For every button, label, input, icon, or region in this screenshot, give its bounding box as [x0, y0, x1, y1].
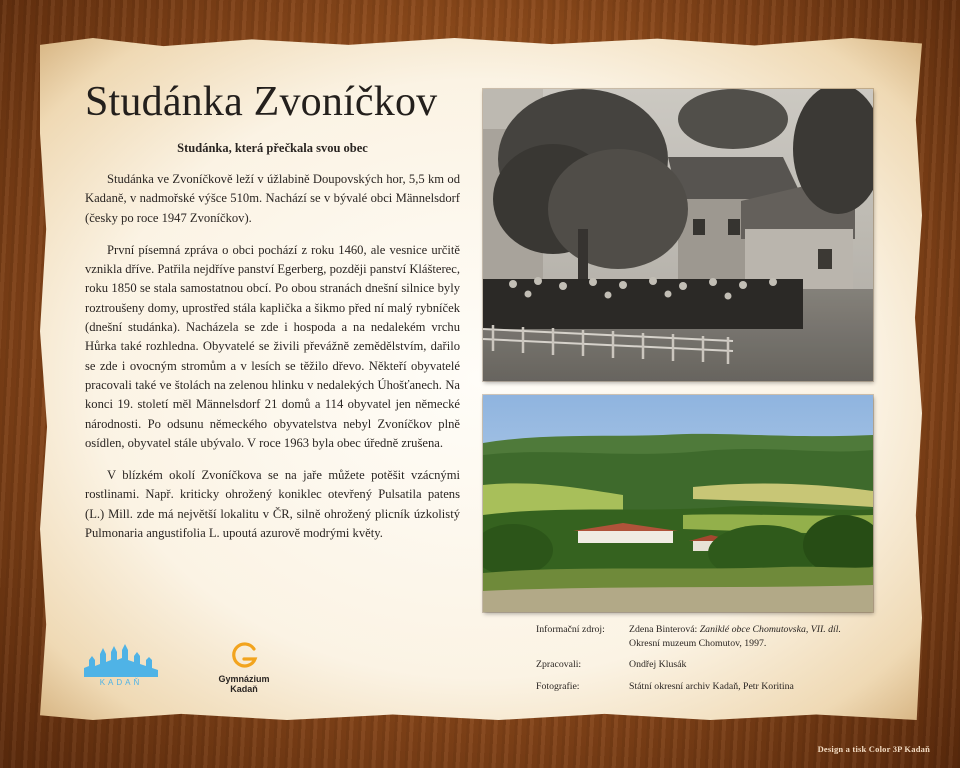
credit-source-publisher: Okresní muzeum Chomutov, 1997.: [629, 637, 767, 649]
kadan-logo: [84, 642, 158, 687]
gymnazium-logo: [208, 641, 280, 693]
credit-source-author: Zdena Binterová:: [629, 624, 700, 635]
gymnazium-logo-line1: Gymnázium: [218, 674, 270, 684]
credit-prepared-label: Zpracovali:: [536, 659, 582, 670]
page-title: Studánka Zvoníčkov: [85, 79, 438, 125]
paragraph-location: Studánka ve Zvoníčkově leží v úžlabině Doupovských hor, 5,5 km od Kadaně, v nadmořské výšce 510m. Nachází se v bývalé obci Männelsdorf (česky po roce 1947 Zvoníčkov).: [85, 172, 460, 225]
gymnazium-logo-line2: Kadaň: [230, 684, 258, 694]
credit-source-value: [629, 623, 906, 650]
credit-photos-label: Fotografie:: [536, 680, 580, 692]
historic-village-photo: [483, 89, 873, 381]
article-body: [85, 170, 460, 556]
page-subtitle: Studánka, která přečkala svou obec: [177, 141, 368, 155]
credit-source-book: Zaniklé obce Chomutovska, VII. díl.: [699, 624, 841, 635]
credit-source-label: Informační zdroj:: [536, 624, 605, 635]
paragraph-plants: V blízkém okolí Zvoníčkova se na jaře můžete potěšit vzácnými rostlinami. Např. kriticky ohrožený koniklec otevřený Pulsatila patens (L.) Mill. zde má největší lokalitu v ČR, silně ohrožený plicník úzkolistý Pulmonaria angustifolia L. upoutá azurově modrými květy.: [85, 468, 460, 541]
paragraph-history: První písemná zpráva o obci pochází z roku 1460, ale vesnice určitě vznikla dříve. Patřila nejdříve panství Egerberg, později panství Klášterec, roku 1850 se stala samostatnou obcí. Po obou stranách dnešní silnice byly roztroušeny domy, uprostřed stála kaplička a šikmo před ní malý rybníček (dnešní studánka). Nacházela se zde i hospoda a na nedalekém vrchu Hůrka také rozhledna. Obyvatelé se živili převážně zemědělstvím, dařilo se zde i ovocným stromům a v lesích se těžilo dřevo. Někteří obyvatelé pracovali také ve štolách na zelenou hlinku v nedalekých Úhošťanech. Na konci 19. století měl Männelsdorf 21 domů a 114 obyvatel jen německé národnosti. Po odsunu německého obyvatelstva nebyl Zvoníčkov plně osídlen, obyvatel stále ubývalo. V roce 1963 byla obec úředně zrušena.: [85, 242, 461, 450]
design-credit: Design a tisk Color 3P Kadaň: [817, 744, 930, 754]
kadan-logo-text: KADAŇ: [99, 678, 143, 687]
landscape-photo: [483, 395, 873, 612]
gymnazium-g-icon: [226, 641, 262, 669]
credit-photos-value: Státní okresní archiv Kadaň, Petr Koritina: [629, 680, 794, 692]
credits-block: [536, 623, 906, 701]
credit-source: [536, 623, 906, 650]
credit-prepared: [536, 658, 906, 672]
credit-photos: [536, 680, 906, 694]
credit-prepared-value: Ondřej Klusák: [629, 659, 687, 670]
